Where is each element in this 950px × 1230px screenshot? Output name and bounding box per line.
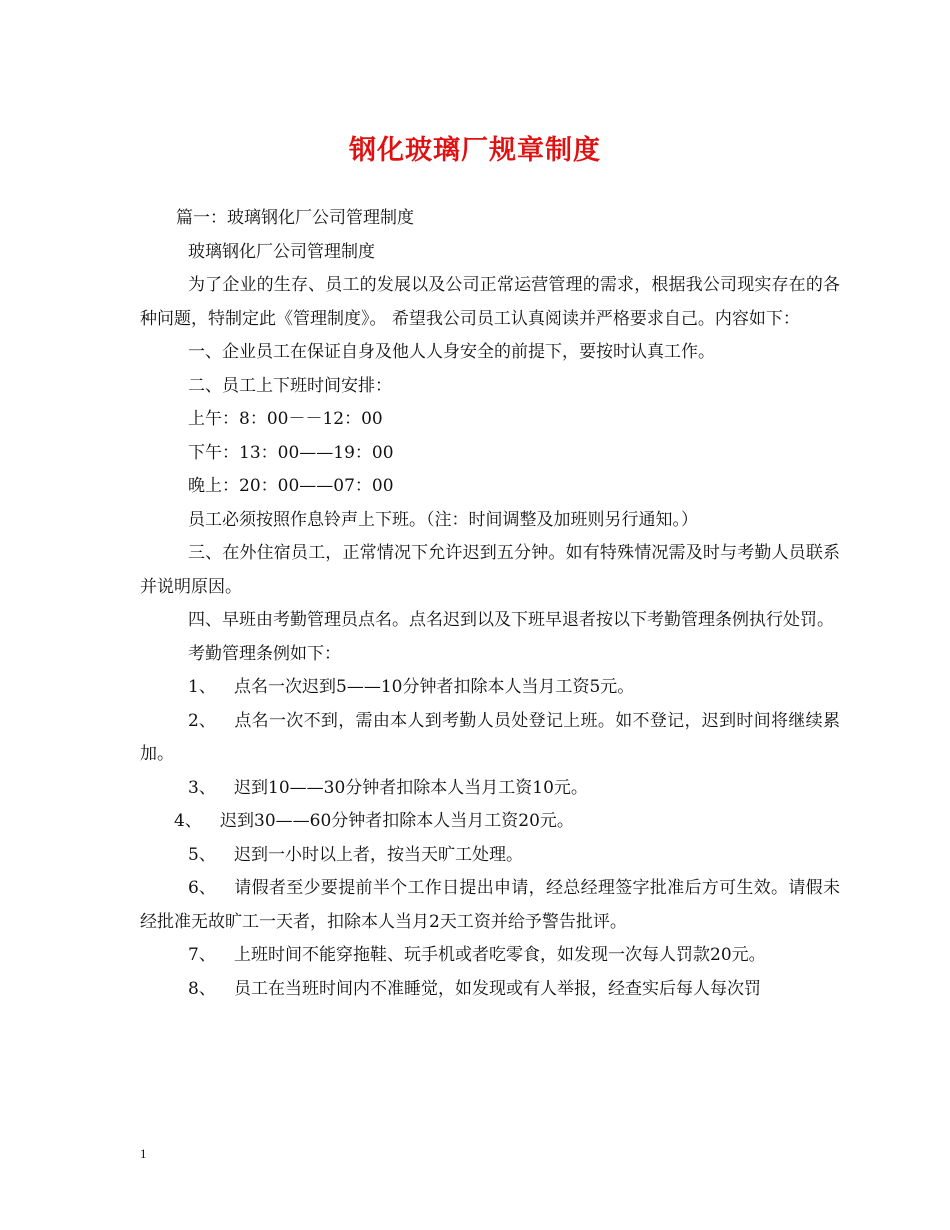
rule-number: 7、: [188, 945, 216, 965]
rule-text: 请假者至少要提前半个工作日提出申请，经总经理签字批准后方可生效。请假未经批准无故旷工一天者，扣除本人当月2天工资并给予警告批评。: [140, 878, 840, 932]
rule-text: 迟到10——30分钟者扣除本人当月工资10元。: [234, 777, 588, 798]
rule-text: 员工在当班时间内不准睡觉，如发现或有人举报，经查实后每人每次罚: [234, 978, 761, 999]
clause-3: 三、在外住宿员工，正常情况下允许迟到五分钟。如有特殊情况需及时与考勤人员联系并说明原因。: [140, 543, 840, 597]
rule-item: [140, 671, 840, 705]
schedule-night: 晚上：20：00——07：00: [188, 476, 394, 496]
clause-4: 四、早班由考勤管理员点名。点名迟到以及下班早退者按以下考勤管理条例执行处罚。: [188, 610, 834, 630]
clause-2: 二、员工上下班时间安排：: [188, 375, 392, 396]
document-title: 钢化玻璃厂规章制度: [349, 135, 601, 166]
rule-item: [140, 872, 840, 939]
rules-heading: 考勤管理条例如下：: [188, 643, 341, 664]
rule-text: 点名一次迟到5——10分钟者扣除本人当月工资5元。: [234, 677, 635, 697]
rule-number: 2、: [188, 710, 216, 731]
page-number: 1: [140, 1146, 147, 1161]
rule-number: 3、: [188, 777, 216, 798]
rule-text: 上班时间不能穿拖鞋、玩手机或者吃零食，如发现一次每人罚款20元。: [234, 945, 766, 965]
subheading: 玻璃钢化厂公司管理制度: [188, 241, 375, 262]
schedule-morning: 上午：8：00－－12：00: [188, 409, 383, 429]
section-heading: 篇一：玻璃钢化厂公司管理制度: [176, 208, 414, 228]
schedule-note: 员工必须按照作息铃声上下班。（注：时间调整及加班则另行通知。）: [188, 509, 698, 530]
rule-text: 迟到30——60分钟者扣除本人当月工资20元。: [220, 811, 574, 831]
clause-1: 一、企业员工在保证自身及他人人身安全的前提下，要按时认真工作。: [188, 342, 715, 362]
rule-number: 8、: [188, 978, 216, 999]
rule-item: [140, 805, 840, 839]
rule-number: 5、: [188, 844, 216, 865]
rule-text: 迟到一小时以上者，按当天旷工处理。: [234, 844, 523, 865]
document-body: [140, 202, 840, 1006]
rule-text: 点名一次不到，需由本人到考勤人员处登记上班。如不登记，迟到时间将继续累加。: [140, 710, 840, 764]
rule-number: 4、: [174, 811, 202, 831]
schedule-afternoon: 下午：13：00——19：00: [188, 442, 394, 463]
rule-number: 6、: [188, 878, 216, 898]
rule-number: 1、: [188, 677, 216, 697]
rule-item: [140, 839, 840, 873]
rule-item: [140, 772, 840, 806]
intro-paragraph: 为了企业的生存、员工的发展以及公司正常运营管理的需求，根据我公司现实存在的各种问题，特制定此《管理制度》。 希望我公司员工认真阅读并严格要求自己。内容如下：: [140, 275, 840, 329]
rule-item: [140, 939, 840, 973]
rule-item: [140, 973, 840, 1007]
rule-item: [140, 705, 840, 772]
